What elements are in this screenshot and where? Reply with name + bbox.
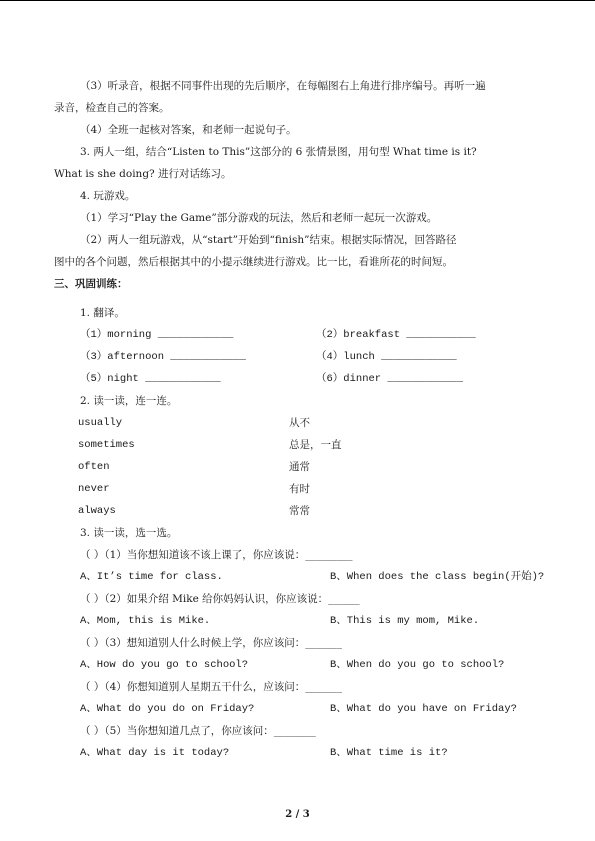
game-step2-line2: 图中的各个问题，然后根据其中的小提示继续进行游戏。比一比，看谁所花的时间短。 [54, 256, 453, 268]
choice-option-b: B、What time is it? [330, 747, 448, 759]
translate-item: （5）night ____________ [80, 373, 221, 385]
page-number: 2 / 3 [285, 809, 310, 820]
choice-option-a: A、It’s time for class. [80, 571, 223, 583]
choice-question: （ ）（5）当你想知道几点了，你应该问：________ [80, 725, 316, 737]
choice-question: （ ）（2）如果介绍 Mike 给你妈妈认识，你应该说：______ [80, 593, 360, 605]
section3-heading: 三、巩固训练： [54, 278, 128, 290]
choice-option-b: B、This is my mom, Mike. [330, 615, 480, 627]
translate-item: （1）morning ____________ [80, 329, 234, 341]
match-right-item: 常常 [289, 505, 310, 517]
choice-question: （ ）（1）当你想知道该不该上课了，你应该说：_________ [80, 549, 353, 561]
match-left-item: usually [78, 417, 123, 429]
step3-line2: 录音，检查自己的答案。 [54, 102, 170, 114]
translate-title: 1. 翻译。 [80, 307, 125, 319]
match-left-item: never [78, 483, 110, 495]
match-left-item: often [78, 461, 110, 473]
game-step1: （1）学习“Play the Game”部分游戏的玩法，然后和老师一起玩一次游戏。 [80, 212, 438, 224]
translate-item: （2）breakfast ___________ [316, 329, 476, 341]
choice-question: （ ）（4）你想知道别人星期五干什么，应该问：_______ [80, 681, 343, 693]
translate-item: （3）afternoon ____________ [80, 351, 246, 363]
choice-question: （ ）（3）想知道别人什么时候上学，你应该问：_______ [80, 637, 343, 649]
choice-option-a: A、Mom, this is Mike. [80, 615, 211, 627]
match-right-item: 有时 [289, 483, 310, 495]
match-left-item: sometimes [78, 439, 135, 451]
step3-line1: （3）听录音，根据不同事件出现的先后顺序，在每幅图右上角进行排序编号。再听一遍 [80, 80, 486, 92]
choice-option-b: B、When do you go to school? [330, 659, 505, 671]
choice-option-a: A、What do you do on Friday? [80, 703, 255, 715]
choice-title: 3. 读一读，选一选。 [80, 527, 178, 539]
match-right-item: 总是，一直 [289, 439, 342, 451]
translate-item: （4）lunch ____________ [316, 351, 457, 363]
match-right-item: 通常 [289, 461, 310, 473]
choice-option-b: B、What do you have on Friday? [330, 703, 517, 715]
game-step2-line1: （2）两人一组玩游戏，从“start”开始到“finish”结束。根据实际情况，回答路径 [80, 234, 457, 246]
match-left-item: always [78, 505, 116, 517]
step4-line: （4）全班一起核对答案，和老师一起说句子。 [80, 124, 297, 136]
header-rule [0, 0, 595, 1]
task4-line: 4. 玩游戏。 [80, 190, 136, 202]
task3-line1: 3. 两人一组，结合“Listen to This”这部分的 6 张情景图，用句型 What time is it? [80, 146, 477, 158]
choice-option-a: A、What day is it today? [80, 747, 230, 759]
task3-line2: What is she doing? 进行对话练习。 [54, 168, 232, 180]
choice-option-b: B、When does the class begin(开始)? [330, 571, 545, 583]
translate-item: （6）dinner ____________ [316, 373, 464, 385]
choice-option-a: A、How do you go to school? [80, 659, 249, 671]
match-title: 2. 读一读，连一连。 [80, 395, 178, 407]
match-right-item: 从不 [289, 417, 310, 429]
